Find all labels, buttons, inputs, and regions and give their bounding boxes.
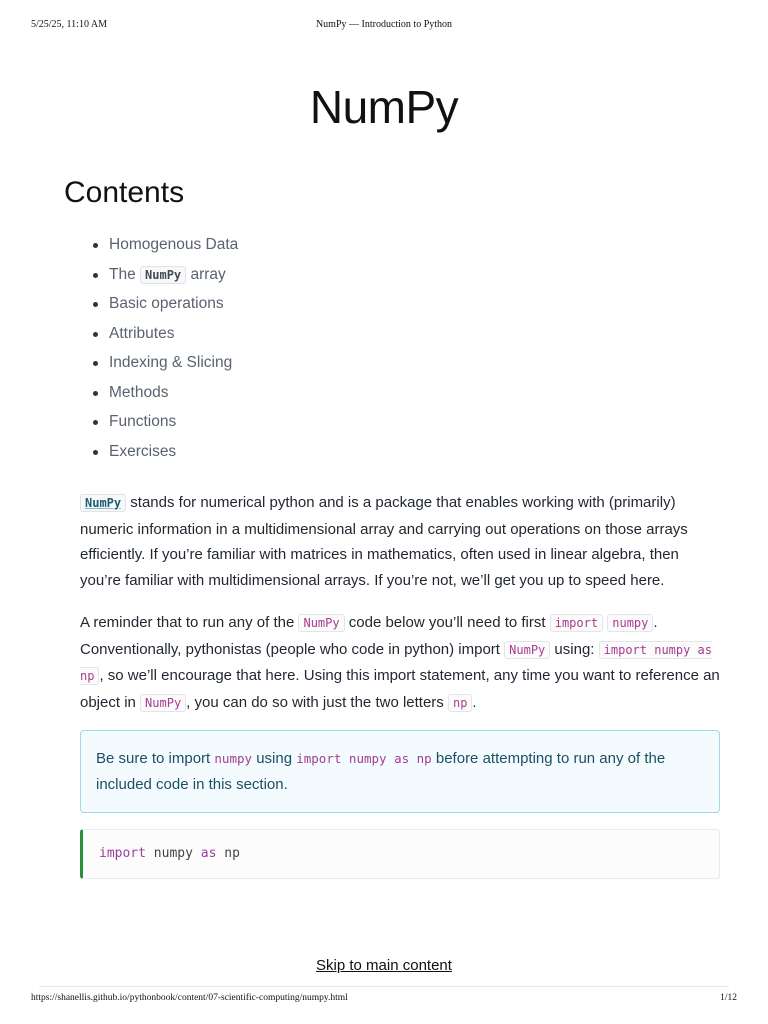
code-block	[99, 846, 240, 861]
reminder-text: A reminder that to run any of the	[80, 614, 299, 631]
toc-item[interactable]	[92, 408, 238, 438]
toc-link-basic-operations[interactable]: Basic operations	[109, 295, 224, 312]
inline-code: numpy	[607, 614, 653, 632]
intro-paragraph	[80, 490, 720, 593]
code-alias: np	[216, 846, 240, 861]
print-header	[0, 19, 768, 33]
print-footer	[0, 993, 768, 1007]
toc-item[interactable]	[92, 231, 238, 261]
note-text: before attempting to run any of the included code in this section.	[96, 750, 666, 793]
inline-code: NumPy	[140, 694, 186, 712]
toc-suffix: array	[190, 265, 226, 283]
toc-link-homogenous-data[interactable]: Homogenous Data	[109, 236, 239, 253]
inline-code: NumPy	[504, 641, 550, 659]
reminder-text: .	[472, 693, 477, 711]
print-header-datetime: 5/25/25, 11:10 AM	[31, 19, 108, 30]
toc-link-indexing-slicing[interactable]: Indexing & Slicing	[109, 354, 233, 371]
code-keyword: import	[99, 846, 146, 861]
toc-item[interactable]	[92, 320, 238, 350]
reminder-text: , you can do so with just the two letters	[186, 693, 448, 711]
toc-item[interactable]	[92, 290, 238, 320]
reminder-text: using:	[550, 640, 599, 658]
toc-prefix: The	[109, 265, 136, 283]
note-text: using	[252, 750, 297, 767]
note-inline-code: numpy	[214, 751, 253, 766]
code-keyword: as	[200, 846, 217, 861]
toc-link-methods[interactable]: Methods	[109, 383, 169, 401]
toc-item[interactable]	[92, 261, 238, 291]
numpy-link[interactable]: NumPy	[80, 494, 126, 512]
toc-link-exercises[interactable]: Exercises	[109, 442, 177, 460]
reminder-text: , so we’ll encourage that here. Using this import statement, any time you want to reference an object in	[80, 667, 720, 711]
contents-heading: Contents	[64, 176, 185, 209]
toc-item[interactable]	[92, 349, 238, 379]
reminder-text: . Conventionally, pythonistas (people who code in python) import	[80, 614, 658, 658]
toc-item[interactable]	[92, 379, 238, 409]
toc-link-functions[interactable]: Functions	[109, 413, 177, 430]
inline-code: np	[448, 694, 472, 712]
table-of-contents	[92, 231, 238, 467]
skip-to-main-content	[0, 957, 768, 974]
inline-code: import	[550, 614, 603, 632]
code-module: numpy	[145, 846, 201, 861]
print-footer-page-number: 1/12	[720, 993, 737, 1003]
footer-divider	[39, 986, 729, 987]
skip-to-main-content-link[interactable]: Skip to main content	[316, 957, 452, 974]
intro-text: stands for numerical python and is a package that enables working with (primarily) numeric information in a multidimensional array and carrying out operations on those arrays efficiently. If you’re familiar with matrices in mathematics, often used in linear algebra, then you’re familiar with multidimensional arrays. If you’re not, we’ll get you up to speed here.	[80, 494, 688, 589]
toc-inline-code: NumPy	[140, 266, 186, 284]
reminder-paragraph	[80, 610, 720, 716]
note-inline-code: import numpy as np	[296, 751, 432, 766]
toc-link-numpy-array[interactable]	[109, 266, 226, 283]
note-admonition	[80, 730, 720, 813]
print-header-doc-title: NumPy — Introduction to Python	[315, 19, 453, 30]
inline-code: NumPy	[298, 614, 344, 632]
page-title: NumPy	[309, 81, 459, 133]
print-footer-url: https://shanellis.github.io/pythonbook/content/07-scientific-computing/numpy.html	[31, 993, 348, 1003]
toc-link-attributes[interactable]: Attributes	[109, 324, 175, 342]
code-cell[interactable]	[80, 829, 720, 879]
inline-code: import numpy as np	[80, 642, 713, 683]
reminder-text: code below you’ll need to first	[344, 614, 550, 631]
toc-item[interactable]	[92, 438, 238, 468]
note-text: Be sure to import	[96, 750, 215, 767]
